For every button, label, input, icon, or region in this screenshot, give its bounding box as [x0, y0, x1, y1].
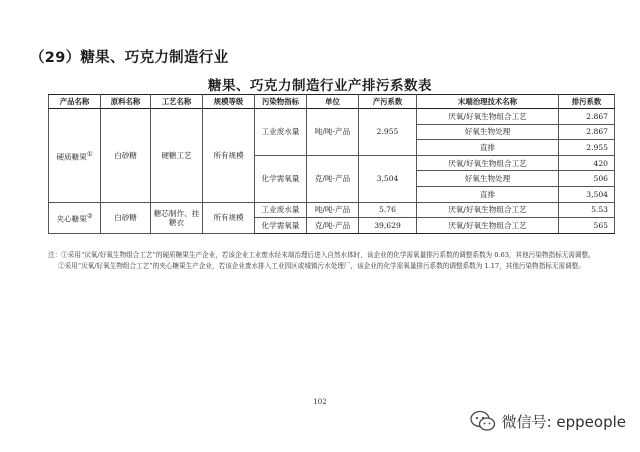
table-row: [49, 202, 615, 218]
production-coef-cell: 5.76: [359, 202, 417, 218]
discharge-coef-cell: 565: [559, 218, 615, 234]
table-title: 糖果、巧克力制造行业产排污系数表: [208, 78, 432, 94]
scale-cell: 所有规模: [203, 202, 255, 233]
header-process: 工艺名称: [151, 95, 203, 109]
header-treatment-tech: 末端治理技术名称: [417, 95, 559, 109]
wechat-icon: [470, 410, 496, 432]
process-cell: 糖芯制作、挂糖衣: [151, 202, 203, 233]
header-discharge-coef: 排污系数: [559, 95, 615, 109]
unit-cell: 克/吨-产品: [307, 155, 359, 202]
pollutant-cell: 工业废水量: [255, 109, 307, 156]
unit-cell: 吨/吨-产品: [307, 202, 359, 218]
page-number: 102: [313, 398, 327, 406]
material-cell: 白砂糖: [101, 202, 151, 233]
scale-cell: 所有规模: [203, 109, 255, 203]
treatment-tech-cell: 直排: [417, 140, 559, 156]
section-title: （29）糖果、巧克力制造行业: [30, 50, 229, 66]
discharge-coef-cell: 2.867: [559, 109, 615, 125]
treatment-tech-cell: 好氧生物处理: [417, 171, 559, 187]
footnote-mark: ②: [86, 212, 93, 220]
discharge-coef-cell: 5.53: [559, 202, 615, 218]
material-cell: 白砂糖: [101, 109, 151, 203]
treatment-tech-cell: 厌氧/好氧生物组合工艺: [417, 155, 559, 171]
header-scale: 规模等级: [203, 95, 255, 109]
wechat-watermark: [470, 410, 626, 432]
discharge-coef-cell: 506: [559, 171, 615, 187]
watermark-text: 微信号: eppeople: [501, 412, 626, 431]
treatment-tech-cell: 厌氧/好氧生物组合工艺: [417, 218, 559, 234]
discharge-coef-cell: 420: [559, 155, 615, 171]
product-cell: 夹心糖果②: [49, 202, 101, 233]
process-cell: 硬糖工艺: [151, 109, 203, 203]
discharge-coef-cell: 3,504: [559, 186, 615, 202]
treatment-tech-cell: 厌氧/好氧生物组合工艺: [417, 109, 559, 125]
pollutant-cell: 化学需氧量: [255, 218, 307, 234]
table-notes: [48, 250, 614, 272]
header-material: 原料名称: [101, 95, 151, 109]
unit-cell: 吨/吨-产品: [307, 109, 359, 156]
table-header-row: [49, 95, 615, 109]
discharge-coef-cell: 2.867: [559, 124, 615, 140]
production-coef-cell: 2.955: [359, 109, 417, 156]
header-unit: 单位: [307, 95, 359, 109]
header-product: 产品名称: [49, 95, 101, 109]
treatment-tech-cell: 厌氧/好氧生物组合工艺: [417, 202, 559, 218]
note-2: ②采用“厌氧/好氧生物组合工艺”的夹心糖果生产企业，若该企业废水排入工业园区或城镇污水处理厂，该企业的化学需氧量排污系数的调整系数为 1.17，其他污染物指标无需调整。: [58, 262, 585, 270]
header-production-coef: 产污系数: [359, 95, 417, 109]
footnote-mark: ①: [86, 150, 93, 158]
treatment-tech-cell: 好氧生物处理: [417, 124, 559, 140]
table-row: [49, 109, 615, 125]
production-coef-cell: 3,504: [359, 155, 417, 202]
pollutant-cell: 化学需氧量: [255, 155, 307, 202]
product-cell: 硬质糖果①: [49, 109, 101, 203]
header-pollutant: 污染物指标: [255, 95, 307, 109]
note-1: 注：①采用“厌氧/好氧生物组合工艺”的硬质糖果生产企业，若该企业工业废水经末端治理后进入自然水体时，该企业的化学需氧量排污系数的调整系数为 0.63，其他污染物指标无需调整。: [48, 251, 595, 259]
unit-cell: 克/吨-产品: [307, 218, 359, 234]
treatment-tech-cell: 直排: [417, 186, 559, 202]
pollutant-cell: 工业废水量: [255, 202, 307, 218]
production-coef-cell: 39,629: [359, 218, 417, 234]
discharge-coef-cell: 2.955: [559, 140, 615, 156]
emission-coefficient-table: [48, 94, 615, 234]
